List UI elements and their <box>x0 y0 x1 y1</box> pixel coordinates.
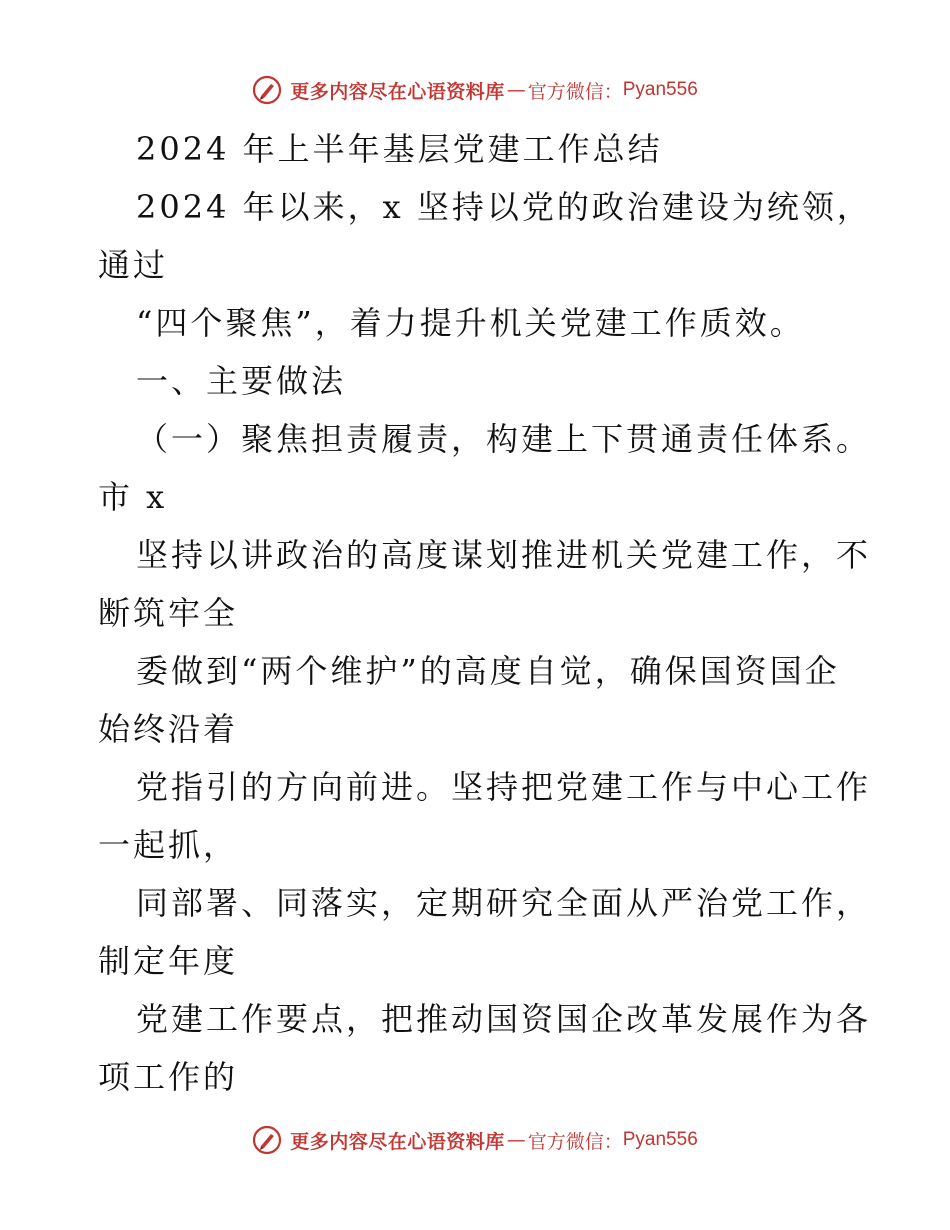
text-line: 同部署、同落实，定期研究全面从严治党工作， <box>136 884 872 922</box>
watermark-main-text: 更多内容尽在心语资料库 <box>290 80 505 103</box>
text-line: 2024 年以来，x 坚持以党的政治建设为统领， <box>136 188 872 226</box>
document-body <box>98 120 872 1106</box>
text-line: 党建工作要点，把推动国资国企改革发展作为各 <box>136 1000 872 1038</box>
text-line: 一起抓， <box>98 826 239 864</box>
text-line: 坚持以讲政治的高度谋划推进机关党建工作，不 <box>136 536 872 574</box>
watermark-wechat-label: 官方微信： <box>527 80 623 103</box>
pen-seal-icon <box>252 75 282 105</box>
text-line: 通过 <box>98 246 169 284</box>
text-line: “四个聚焦”，着力提升机关党建工作质效。 <box>136 304 805 342</box>
text-line: 制定年度 <box>98 942 239 980</box>
watermark-wechat-id: Pyan556 <box>622 1129 698 1150</box>
text-line: 委做到“两个维护”的高度自觉，确保国资国企 <box>136 652 840 690</box>
footer-watermark <box>0 1120 950 1160</box>
text-line: 市 x <box>98 478 168 516</box>
text-line: 始终沿着 <box>98 710 239 748</box>
watermark-wechat-id: Pyan556 <box>622 79 698 100</box>
text-line: 断筑牢全 <box>98 594 239 632</box>
watermark-main-text: 更多内容尽在心语资料库 <box>290 1130 505 1153</box>
text-line: （一）聚焦担责履责，构建上下贯通责任体系。 <box>136 420 872 458</box>
text-line: 一、主要做法 <box>136 362 347 400</box>
pen-seal-icon <box>252 1125 282 1155</box>
watermark-separator: — <box>506 79 526 101</box>
watermark-separator: — <box>506 1129 526 1151</box>
text-line: 项工作的 <box>98 1058 239 1096</box>
text-line: 党指引的方向前进。坚持把党建工作与中心工作 <box>136 768 872 806</box>
header-watermark <box>0 70 950 110</box>
document-title: 2024 年上半年基层党建工作总结 <box>136 130 663 168</box>
watermark-wechat-label: 官方微信： <box>527 1130 623 1153</box>
